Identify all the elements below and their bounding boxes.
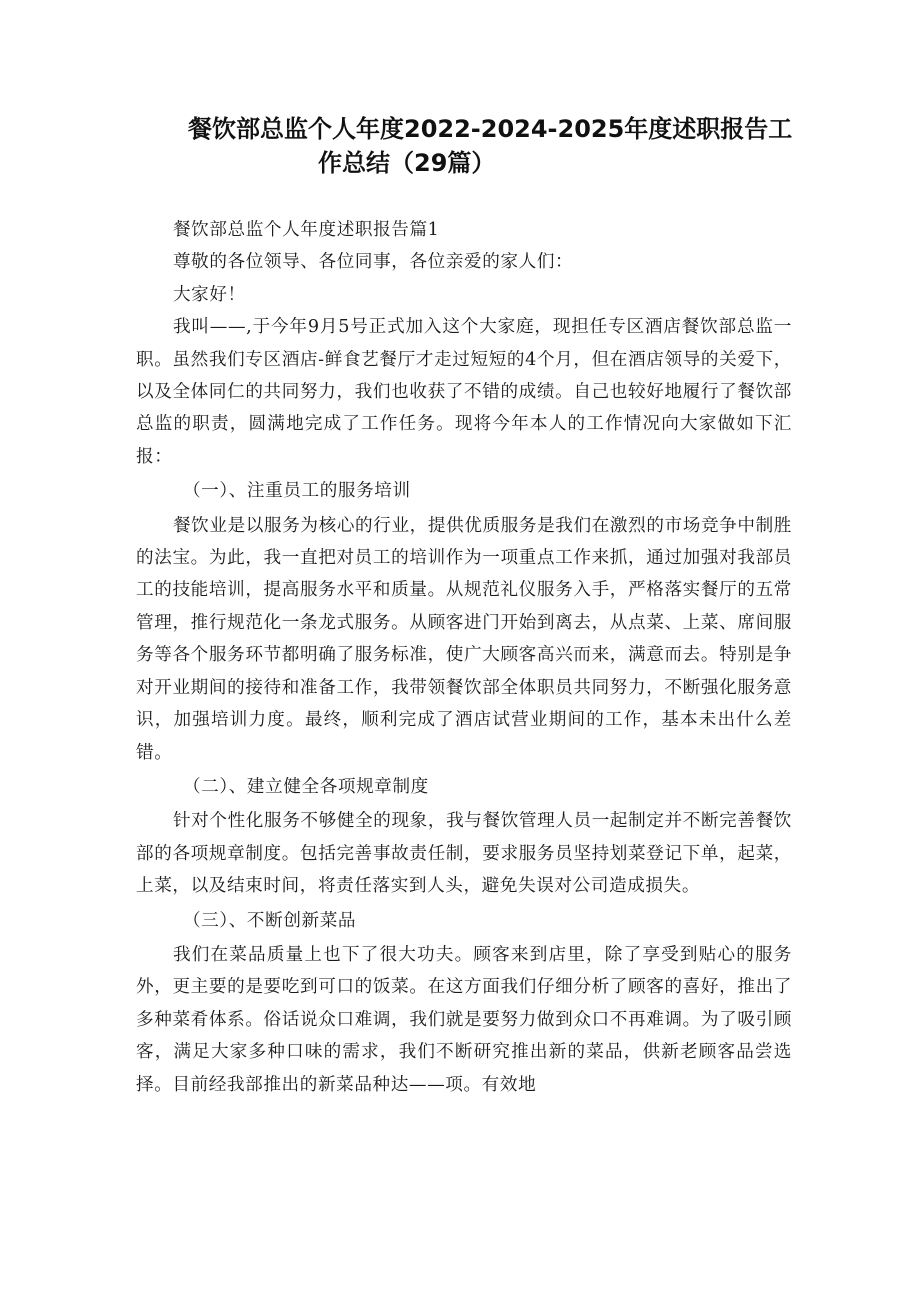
section-heading-1: （一）、注重员工的服务培训 (182, 481, 411, 502)
section-2-paragraph: 针对个性化服务不够健全的现象，我与餐饮管理人员一起制定并不断完善餐饮部的各项规章制度。包括完善事故责任制，要求服务员坚持划菜登记下单，起菜，上菜，以及结束时间，将责任落实到人头，避免失误对公司造成损失。 (136, 811, 792, 897)
section-3-paragraph: 我们在菜品质量上也下了很大功夫。顾客来到店里，除了享受到贴心的服务外，更主要的是要吃到可口的饭菜。在这方面我们仔细分析了顾客的喜好，推出了多种菜肴体系。俗话说众口难调，我们就是要努力做到众口不再难调。为了吸引顾客，满足大家多种口味的需求，我们不断研究推出新的菜品，供新老顾客品尝选择。目前经我部推出的新菜品种达——项。有效地 (136, 944, 792, 1095)
section-heading-2: （二）、建立健全各项规章制度 (182, 776, 429, 797)
report-heading: 餐饮部总监个人年度述职报告篇1 (172, 220, 440, 240)
title-line-1: 餐饮部总监个人年度2022-2024-2025年度述职报告工 (188, 115, 793, 143)
greeting: 大家好！ (172, 284, 246, 305)
salutation: 尊敬的各位领导、各位同事，各位亲爱的家人们： (172, 252, 574, 273)
intro-paragraph: 我叫——,于今年9月5号正式加入这个大家庭，现担任专区酒店餐饮部总监一职。虽然我们专区酒店-鲜食艺餐厅才走过短短的4个月，但在酒店领导的关爱下，以及全体同仁的共同努力，我们也收获了不错的成绩。自己也较好地履行了餐饮部总监的职责，圆满地完成了工作任务。现将今年本人的工作情况向大家做如下汇报： (136, 317, 792, 467)
title-line-2: 作总结（29篇） (318, 149, 496, 177)
document-body (136, 214, 792, 1101)
document-title (150, 112, 828, 180)
section-heading-3: （三）、不断创新菜品 (182, 910, 357, 931)
section-1-paragraph: 餐饮业是以服务为核心的行业，提供优质服务是我们在激烈的市场竞争中制胜的法宝。为此，我一直把对员工的培训作为一项重点工作来抓，通过加强对我部员工的技能培训，提高服务水平和质量。从规范礼仪服务入手，严格落实餐厅的五常管理，推行规范化一条龙式服务。从顾客进门开始到离去，从点菜、上菜、席间服务等各个服务环节都明确了服务标准，使广大顾客高兴而来，满意而去。特别是争对开业期间的接待和准备工作，我带领餐饮部全体职员共同努力，不断强化服务意识，加强培训力度。最终，顺利完成了酒店试营业期间的工作，基本未出什么差错。 (136, 515, 792, 763)
